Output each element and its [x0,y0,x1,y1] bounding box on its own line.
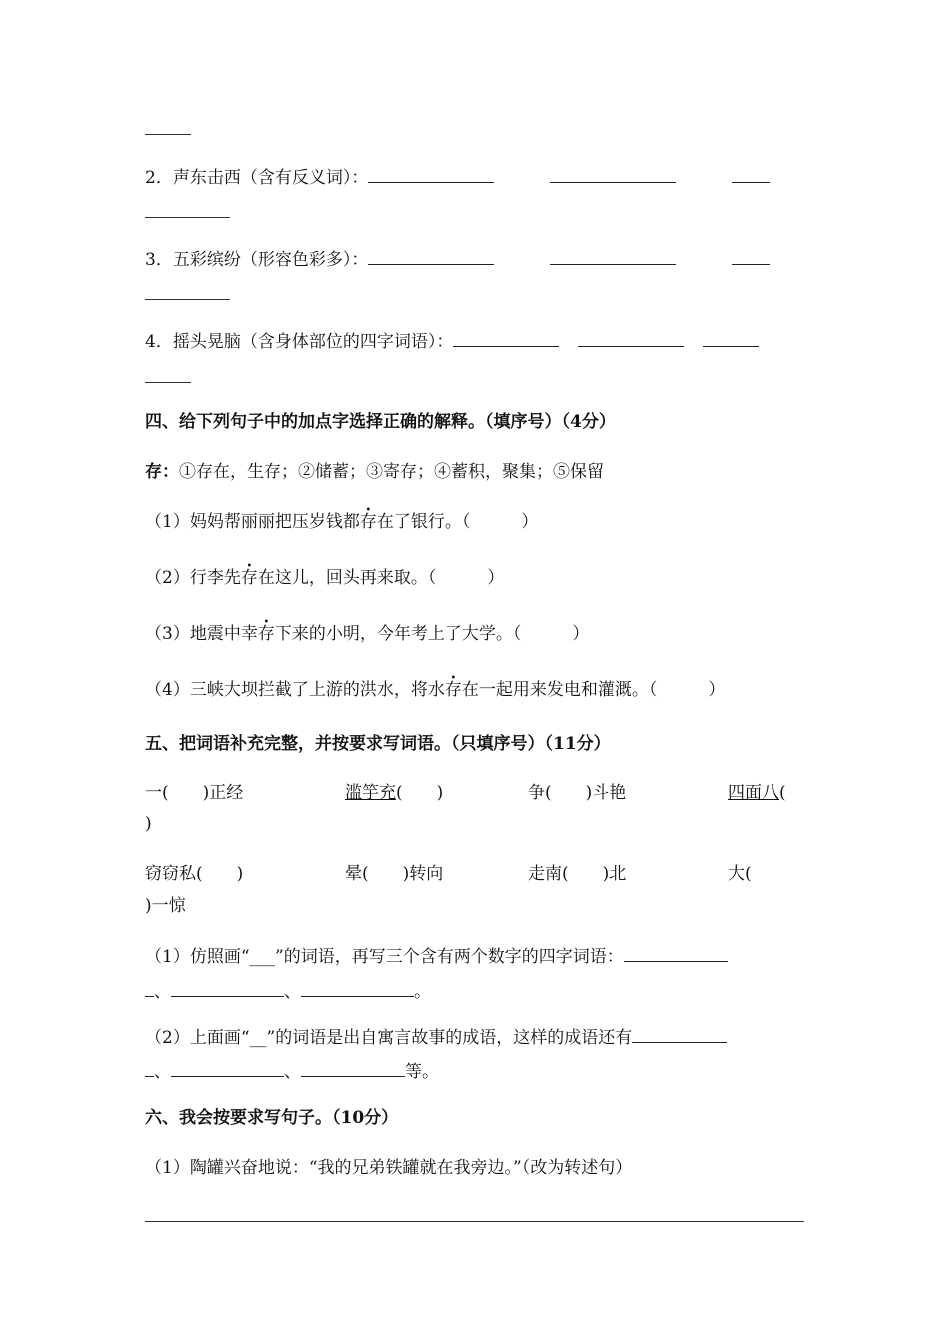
q5-word-2: 滥竽充( ) [345,783,444,803]
q5-word-4-close: ) [145,814,152,834]
answer-blank[interactable] [368,248,494,265]
answer-blank[interactable] [550,248,676,265]
q4-definitions: 存：①存在，生存；②储蓄；③寄存；④蓄积，聚集；⑤保留 [145,462,604,482]
answer-blank[interactable] [368,166,494,183]
answer-line-top[interactable] [145,134,191,135]
q4-sentence-1: （1）妈妈帮丽丽把压岁钱都存在了银行。（ ） [145,512,539,532]
answer-blank[interactable] [453,330,559,347]
q3-item-2: 2．声东击西（含有反义词）： [145,166,770,189]
section-6-title: 六、我会按要求写句子。（10分） [145,1108,399,1128]
q3-item-3: 3．五彩缤纷（形容色彩多）： [145,248,770,271]
answer-blank[interactable] [578,330,684,347]
answer-line-wrap[interactable] [145,299,230,300]
answer-blank[interactable] [703,330,759,347]
section-4-title: 四、给下列句子中的加点字选择正确的解释。（填序号）（4分） [145,412,616,432]
q6-sentence-1: （1）陶罐兴奋地说：“我的兄弟铁罐就在我旁边。”（改为转述句） [145,1158,633,1178]
answer-blank[interactable] [145,1060,154,1077]
q5-word-6: 晕( )转向 [345,864,444,884]
q4-sentence-3: （3）地震中幸存下来的小明，今年考上了大学。（ ） [145,624,590,644]
q5-word-8-rest: )一惊 [145,896,186,916]
q5-prompt-1-blanks: 、 、 。 [145,980,431,1003]
answer-line-wrap[interactable] [145,382,191,383]
dotted-char: 存 [240,568,258,588]
q4-sentence-2: （2）行李先存在这儿，回头再来取。（ ） [145,568,505,588]
q5-word-7: 走南( )北 [528,864,627,884]
q3-item-4: 4．摇头晃脑（含身体部位的四字词语）： [145,330,759,353]
answer-blank[interactable] [632,1026,727,1043]
answer-blank[interactable] [171,1060,284,1077]
q5-word-3: 争( )斗艳 [528,783,627,803]
q5-prompt-2: （2）上面画“__”的词语是出自寓言故事的成语，这样的成语还有 [145,1026,727,1049]
answer-blank[interactable] [301,1060,405,1077]
answer-line-full[interactable] [145,1221,804,1222]
q5-word-4: 四面八( [728,783,786,803]
q5-word-8: 大( [728,864,752,884]
answer-blank[interactable] [145,980,154,997]
dotted-char: 存 [359,512,377,532]
dotted-char: 存 [257,624,275,644]
answer-blank[interactable] [624,945,728,962]
answer-blank[interactable] [732,166,770,183]
dotted-char: 存 [444,680,462,700]
q5-prompt-2-blanks: 、 、 等。 [145,1060,439,1083]
q4-sentence-4: （4）三峡大坝拦截了上游的洪水，将水存在一起用来发电和灌溉。（ ） [145,680,726,700]
answer-blank[interactable] [171,980,284,997]
q5-word-5: 窃窃私( ) [145,864,244,884]
answer-blank[interactable] [732,248,770,265]
q5-prompt-1: （1）仿照画“___”的词语，再写三个含有两个数字的四字词语： [145,945,728,968]
section-5-title: 五、把词语补充完整，并按要求写词语。（只填序号）（11分） [145,734,611,754]
answer-blank[interactable] [301,980,414,997]
answer-line-wrap[interactable] [145,217,230,218]
answer-blank[interactable] [550,166,676,183]
q5-word-1: 一( )正经 [145,783,244,803]
